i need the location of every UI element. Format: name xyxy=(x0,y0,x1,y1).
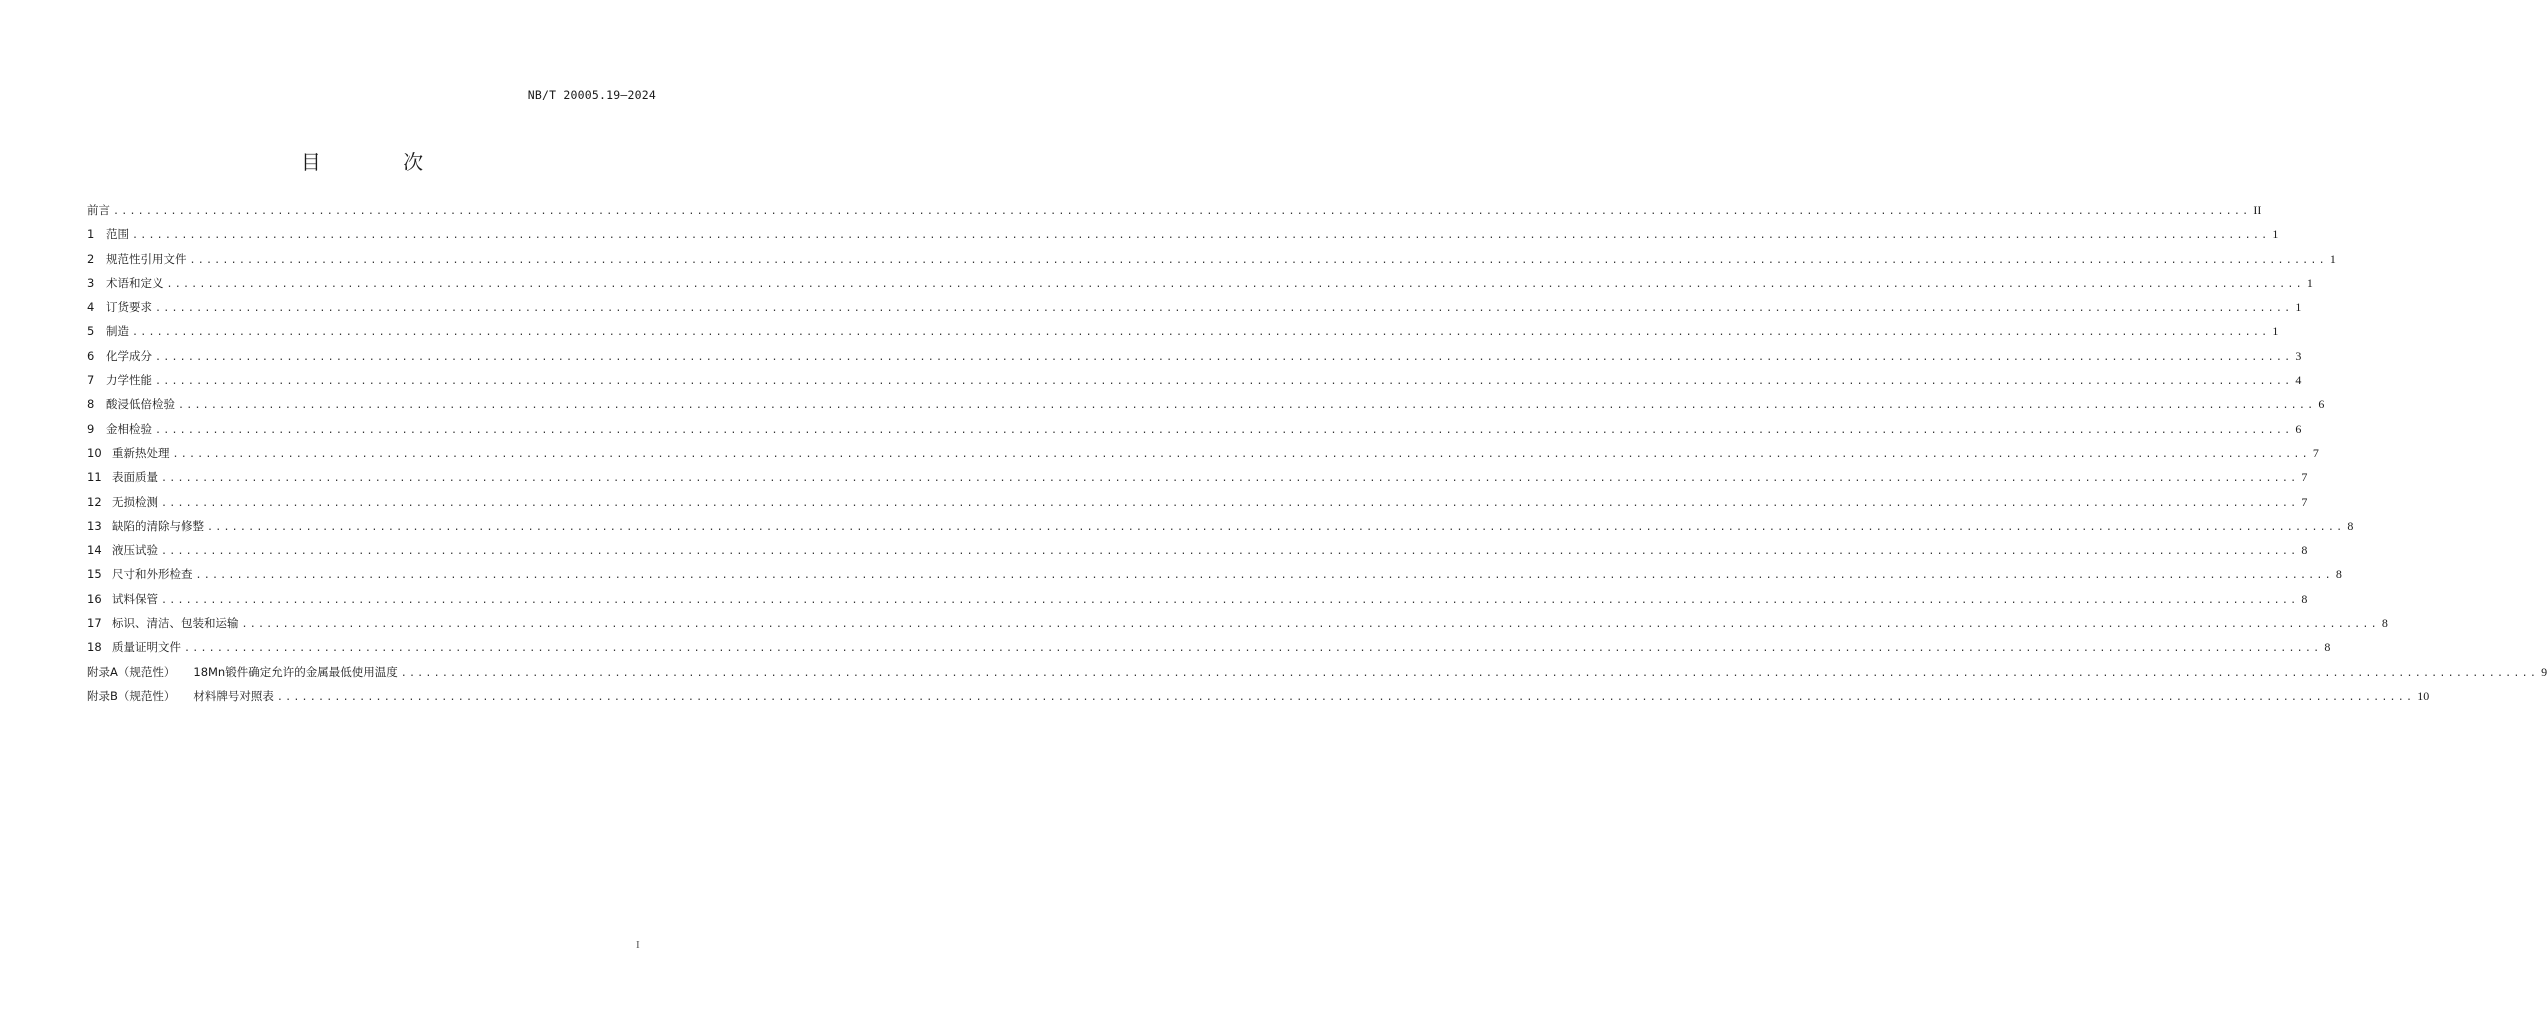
toc-leader-dots: .................................................................................................................................................................................................................................................................... xyxy=(241,619,2379,631)
toc-entry-label: 规范性引用文件 xyxy=(106,251,187,266)
toc-entry-label: 液压试验 xyxy=(112,543,158,558)
toc-entry-label: 标识、清洁、包装和运输 xyxy=(112,616,239,631)
toc-leader-dots: .................................................................................................................................................................................................................................................................... xyxy=(161,594,2299,606)
toc-entry-number: 10 xyxy=(87,445,102,460)
toc-entry[interactable] xyxy=(87,562,2342,586)
toc-entry[interactable] xyxy=(87,392,2325,416)
toc-leader-dots: .................................................................................................................................................................................................................................................................... xyxy=(178,400,2316,412)
toc-leader-dots: .................................................................................................................................................................................................................................................................... xyxy=(400,667,2539,679)
toc-entry[interactable] xyxy=(87,222,2279,246)
toc-entry-label: 质量证明文件 xyxy=(112,640,181,655)
toc-entry[interactable] xyxy=(87,538,2308,562)
toc-entry-label: 酸浸低倍检验 xyxy=(106,397,175,412)
toc-title: 目 次 xyxy=(300,150,462,174)
toc-leader-dots: .................................................................................................................................................................................................................................................................... xyxy=(195,570,2333,582)
toc-leader-dots: .................................................................................................................................................................................................................................................................... xyxy=(172,448,2310,460)
toc-leader-dots: .................................................................................................................................................................................................................................................................... xyxy=(132,327,2270,339)
toc-entry-page: 1 xyxy=(2329,251,2336,266)
toc-entry[interactable] xyxy=(87,684,2430,708)
page-number: I xyxy=(636,939,640,951)
toc-entry-page: 8 xyxy=(2301,543,2308,558)
toc-entry-page: 7 xyxy=(2301,494,2308,509)
toc-entry-number: 3 xyxy=(87,275,95,290)
toc-entry-page: II xyxy=(2253,203,2262,217)
table-of-contents xyxy=(87,198,2547,708)
toc-entry-number: 附录A（规范性） xyxy=(87,664,176,679)
toc-entry-label: 化学成分 xyxy=(106,348,152,363)
toc-entry-page: 6 xyxy=(2295,421,2302,436)
toc-entry-page: 8 xyxy=(2324,640,2331,655)
toc-entry[interactable] xyxy=(87,295,2302,319)
toc-entry[interactable] xyxy=(87,344,2302,368)
toc-entry-label: 材料牌号对照表 xyxy=(193,688,274,703)
toc-entry-page: 4 xyxy=(2295,373,2302,388)
toc-entry-label: 试料保管 xyxy=(112,591,158,606)
toc-entry-page: 8 xyxy=(2301,591,2308,606)
toc-entry-number: 2 xyxy=(87,251,95,266)
toc-entry-label: 无损检测 xyxy=(112,494,158,509)
toc-entry-label: 重新热处理 xyxy=(112,445,170,460)
toc-entry-page: 8 xyxy=(2381,616,2388,631)
toc-entry[interactable] xyxy=(87,611,2388,635)
toc-entry-label: 表面质量 xyxy=(112,470,158,485)
toc-entry-number: 6 xyxy=(87,348,95,363)
toc-entry-page: 10 xyxy=(2417,688,2430,703)
toc-entry-label: 缺陷的清除与修整 xyxy=(112,518,204,533)
toc-entry[interactable] xyxy=(87,490,2308,514)
toc-entry-number: 13 xyxy=(87,518,102,533)
toc-leader-dots: .................................................................................................................................................................................................................................................................... xyxy=(276,691,2415,703)
toc-entry-number: 7 xyxy=(87,373,95,388)
toc-leader-dots: .................................................................................................................................................................................................................................................................... xyxy=(155,376,2293,388)
toc-entry[interactable] xyxy=(87,271,2313,295)
toc-entry[interactable] xyxy=(87,319,2279,343)
toc-entry-label: 18Mn锻件确定允许的金属最低使用温度 xyxy=(193,664,398,679)
toc-entry-page: 7 xyxy=(2301,470,2308,485)
toc-entry-page: 1 xyxy=(2272,324,2279,339)
toc-entry-page: 7 xyxy=(2312,445,2319,460)
toc-entry-number: 17 xyxy=(87,616,102,631)
toc-entry[interactable] xyxy=(87,587,2308,611)
standard-code: NB/T 20005.19—2024 xyxy=(527,88,656,102)
toc-entry[interactable] xyxy=(87,247,2336,271)
toc-entry-number: 1 xyxy=(87,227,95,242)
toc-entry-label: 制造 xyxy=(106,324,129,339)
toc-entry[interactable] xyxy=(87,368,2302,392)
toc-leader-dots: .................................................................................................................................................................................................................................................................... xyxy=(161,546,2299,558)
toc-leader-dots: .................................................................................................................................................................................................................................................................... xyxy=(132,230,2270,242)
toc-entry-label: 术语和定义 xyxy=(106,275,164,290)
toc-leader-dots: .................................................................................................................................................................................................................................................................... xyxy=(155,351,2293,363)
toc-entry-label: 订货要求 xyxy=(106,300,152,315)
toc-entry-number: 14 xyxy=(87,543,102,558)
toc-entry-number: 18 xyxy=(87,640,102,655)
toc-leader-dots: .................................................................................................................................................................................................................................................................... xyxy=(161,497,2299,509)
toc-entry-page: 1 xyxy=(2272,227,2279,242)
toc-entry-number: 4 xyxy=(87,300,95,315)
toc-leader-dots: .................................................................................................................................................................................................................................................................... xyxy=(189,254,2327,266)
toc-entry[interactable] xyxy=(87,660,2547,684)
toc-entry-number: 12 xyxy=(87,494,102,509)
toc-entry-number: 8 xyxy=(87,397,95,412)
toc-entry-label: 力学性能 xyxy=(106,373,152,388)
toc-entry-number: 9 xyxy=(87,421,95,436)
toc-entry-number: 16 xyxy=(87,591,102,606)
toc-entry[interactable] xyxy=(87,465,2308,489)
toc-entry[interactable] xyxy=(87,441,2319,465)
toc-entry-label: 前言 xyxy=(87,203,110,217)
toc-entry-label: 金相检验 xyxy=(106,421,152,436)
toc-entry[interactable] xyxy=(87,635,2331,659)
toc-entry[interactable] xyxy=(87,198,2262,222)
toc-leader-dots: .................................................................................................................................................................................................................................................................... xyxy=(161,473,2299,485)
toc-entry-page: 1 xyxy=(2306,275,2313,290)
toc-leader-dots: .................................................................................................................................................................................................................................................................... xyxy=(155,424,2293,436)
toc-entry-page: 8 xyxy=(2347,518,2354,533)
toc-leader-dots: .................................................................................................................................................................................................................................................................... xyxy=(166,278,2304,290)
toc-entry-page: 1 xyxy=(2295,300,2302,315)
toc-entry-number: 11 xyxy=(87,470,102,485)
toc-entry-page: 8 xyxy=(2335,567,2342,582)
toc-entry-page: 9 xyxy=(2541,664,2547,679)
toc-entry-number: 附录B（规范性） xyxy=(87,688,176,703)
toc-entry-label: 范围 xyxy=(106,227,129,242)
toc-entry-page: 3 xyxy=(2295,348,2302,363)
toc-leader-dots: .................................................................................................................................................................................................................................................................... xyxy=(184,643,2322,655)
toc-entry-label: 尺寸和外形检查 xyxy=(112,567,193,582)
toc-leader-dots: .................................................................................................................................................................................................................................................................... xyxy=(155,303,2293,315)
toc-entry-page: 6 xyxy=(2318,397,2325,412)
toc-entry-number: 5 xyxy=(87,324,95,339)
toc-entry[interactable] xyxy=(87,514,2354,538)
toc-entry-number: 15 xyxy=(87,567,102,582)
toc-leader-dots: .................................................................................................................................................................................................................................................................... xyxy=(207,521,2345,533)
toc-leader-dots: .................................................................................................................................................................................................................................................................... xyxy=(113,206,2251,217)
toc-entry[interactable] xyxy=(87,417,2302,441)
